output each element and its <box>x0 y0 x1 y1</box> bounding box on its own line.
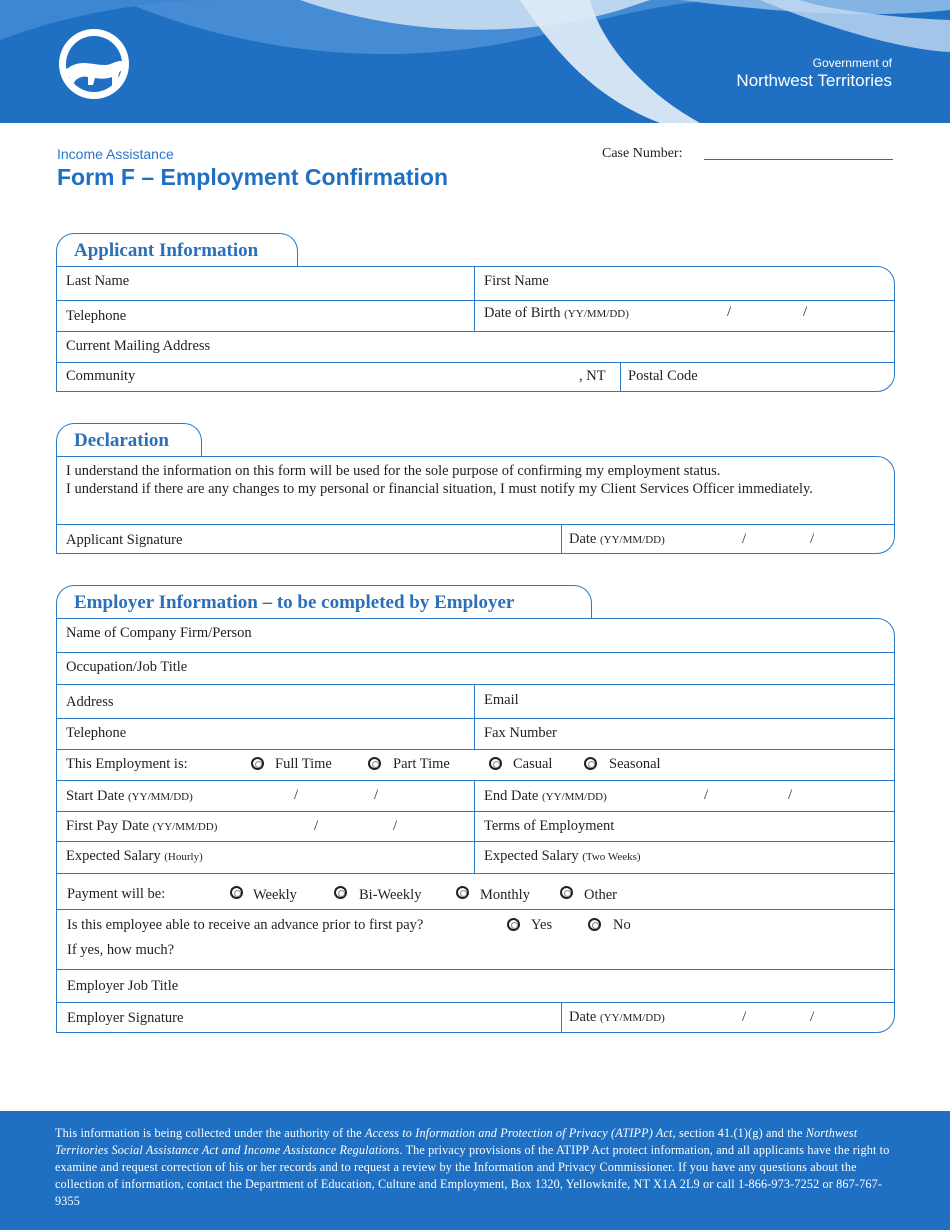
salary-hourly-label: Expected Salary <box>66 848 161 864</box>
privacy-regulations-name: Northwest Territories Social Assistance Act and Income Assistance Regulations <box>55 1126 858 1157</box>
employer-signature-label: Employer Signature <box>67 1010 184 1026</box>
address-row <box>57 684 894 718</box>
end-date-format: (YY/MM/DD) <box>541 791 607 803</box>
payment-frequency-group <box>57 874 894 909</box>
employer-email-label: Email <box>484 692 519 708</box>
employer-date-field[interactable] <box>561 1003 894 1033</box>
end-date-slash-2: / <box>788 787 793 803</box>
dob-field[interactable] <box>474 301 894 331</box>
declaration-text-row <box>57 457 894 524</box>
privacy-text-1: This information is being collected under the authority of the <box>55 1126 365 1140</box>
option-other: Other <box>584 887 618 903</box>
start-date-slash-1: / <box>294 787 299 803</box>
start-date-label: Start Date <box>66 788 125 804</box>
start-date-field[interactable] <box>57 781 475 811</box>
nwt-polar-bear-logo <box>57 27 131 101</box>
option-part-time: Part Time <box>393 756 450 772</box>
first-pay-format: (YY/MM/DD) <box>152 821 218 833</box>
nt-suffix: , NT <box>579 368 606 384</box>
advance-amount-label: If yes, how much? <box>67 942 175 958</box>
salary-hourly-unit: (Hourly) <box>164 851 203 863</box>
declaration-line-2: I understand if there are any changes to my personal or financial situation, I must notify my Client Services Officer immediately. <box>66 481 813 497</box>
salary-two-weeks-unit: (Two Weeks) <box>582 851 641 863</box>
first-pay-label: First Pay Date <box>66 818 149 834</box>
salary-two-weeks-field[interactable] <box>474 842 894 873</box>
dob-format: (YY/MM/DD) <box>564 308 629 320</box>
postal-code-label: Postal Code <box>628 368 698 384</box>
radio-full-time[interactable] <box>251 757 264 770</box>
dob-label: Date of Birth <box>484 305 561 321</box>
first-pay-slash-1: / <box>314 818 319 834</box>
declaration-section-tab <box>56 423 202 457</box>
first-name-label: First Name <box>484 273 549 289</box>
dob-slash-1: / <box>727 304 732 320</box>
first-pay-slash-2: / <box>393 818 398 834</box>
applicant-row-community <box>57 362 894 392</box>
employer-section-tab <box>56 585 592 619</box>
declaration-signature-row <box>57 524 894 554</box>
employment-type-group <box>57 750 894 780</box>
community-label: Community <box>66 368 136 384</box>
employer-fax-field[interactable] <box>474 719 894 749</box>
declaration-box <box>56 456 895 554</box>
employer-date-label: Date <box>569 1009 597 1025</box>
radio-monthly[interactable] <box>456 886 469 899</box>
community-field[interactable] <box>57 363 621 392</box>
employer-telephone-field[interactable] <box>57 719 475 749</box>
option-seasonal: Seasonal <box>609 756 661 772</box>
form-kind: Income Assistance <box>57 146 174 162</box>
employer-telephone-label: Telephone <box>66 725 127 741</box>
terms-label: Terms of Employment <box>484 818 615 834</box>
employer-address-label: Address <box>66 694 114 710</box>
dates-row <box>57 780 894 811</box>
employment-type-label: This Employment is: <box>66 756 188 772</box>
gov-line-1: Government of <box>812 56 892 70</box>
advance-question: Is this employee able to receive an advance prior to first pay? <box>67 917 424 933</box>
first-pay-row <box>57 811 894 841</box>
applicant-section-title: Applicant Information <box>74 240 259 261</box>
employer-signature-field[interactable] <box>57 1003 562 1033</box>
privacy-text-2: , section 41.(1)(g) and the <box>672 1126 806 1140</box>
applicant-row-phone <box>57 300 894 331</box>
employment-type-row <box>57 749 894 780</box>
company-name-label: Name of Company Firm/Person <box>66 625 252 641</box>
applicant-row-mailing <box>57 331 894 362</box>
radio-advance-no[interactable] <box>588 918 601 931</box>
start-date-format: (YY/MM/DD) <box>128 791 193 803</box>
applicant-telephone-field[interactable] <box>57 301 475 331</box>
end-date-field[interactable] <box>474 781 894 811</box>
salary-row <box>57 841 894 873</box>
declaration-line-1: I understand the information on this form will be used for the sole purpose of confirming my employment status. <box>66 463 721 479</box>
applicant-signature-label: Applicant Signature <box>66 532 183 548</box>
payment-frequency-label: Payment will be: <box>67 886 166 902</box>
applicant-date-slash-2: / <box>810 531 815 547</box>
case-number-label: Case Number: <box>602 146 683 161</box>
company-name-field[interactable] <box>57 619 894 652</box>
radio-weekly[interactable] <box>230 886 243 899</box>
occupation-field[interactable] <box>57 653 894 684</box>
last-name-field[interactable] <box>57 267 475 300</box>
first-pay-field[interactable] <box>57 812 475 841</box>
mailing-address-label: Current Mailing Address <box>66 338 211 354</box>
applicant-date-field[interactable] <box>561 525 894 554</box>
option-advance-no: No <box>613 917 631 933</box>
employer-date-slash-1: / <box>742 1009 747 1025</box>
dob-slash-2: / <box>803 304 808 320</box>
employer-fax-label: Fax Number <box>484 725 557 741</box>
radio-advance-yes[interactable] <box>507 918 520 931</box>
employer-box <box>56 618 895 1033</box>
advance-group <box>57 910 894 969</box>
declaration-text <box>57 457 894 498</box>
declaration-section-title: Declaration <box>74 430 169 451</box>
privacy-text-3: . The privacy provisions of the ATIPP Act protect information, and all applicants have the right to examine and request correction of his or her records and to request a review by the Information and Privacy Commissioner. If you have any questions about the collection of information, contact the Department of Education, Culture and Employment, Box 1320, Yellowknife, NT X1A 2L9 or call 1-866-973-7252 or 867-767-9355 <box>55 1143 890 1208</box>
end-date-slash-1: / <box>704 787 709 803</box>
applicant-signature-field[interactable] <box>57 525 562 554</box>
applicant-section-tab <box>56 233 298 267</box>
employer-signature-row <box>57 1002 894 1033</box>
occupation-label: Occupation/Job Title <box>66 659 188 675</box>
applicant-date-format: (YY/MM/DD) <box>600 534 665 546</box>
radio-casual[interactable] <box>489 757 502 770</box>
option-bi-weekly: Bi-Weekly <box>359 887 422 903</box>
job-title-row <box>57 969 894 1002</box>
employer-date-format: (YY/MM/DD) <box>600 1012 665 1024</box>
header-banner <box>0 0 950 123</box>
privacy-act-name: Access to Information and Protection of Privacy (ATIPP) Act <box>365 1126 673 1140</box>
radio-other[interactable] <box>560 886 573 899</box>
option-weekly: Weekly <box>253 887 297 903</box>
employer-address-field[interactable] <box>57 685 475 718</box>
employer-date-slash-2: / <box>810 1009 815 1025</box>
salary-hourly-field[interactable] <box>57 842 475 873</box>
employer-job-title-field[interactable] <box>57 970 894 1002</box>
employer-job-title-label: Employer Job Title <box>67 978 179 994</box>
privacy-notice <box>55 1125 895 1210</box>
company-row <box>57 619 894 652</box>
form-title: Form F – Employment Confirmation <box>57 164 449 190</box>
applicant-box <box>56 266 895 392</box>
end-date-label: End Date <box>484 788 539 804</box>
last-name-label: Last Name <box>66 273 130 289</box>
employer-email-field[interactable] <box>474 685 894 718</box>
applicant-telephone-label: Telephone <box>66 308 127 324</box>
option-advance-yes: Yes <box>531 917 553 933</box>
radio-part-time[interactable] <box>368 757 381 770</box>
advance-row <box>57 909 894 969</box>
applicant-row-names <box>57 267 894 300</box>
gov-line-2: Northwest Territories <box>736 71 892 90</box>
applicant-date-slash-1: / <box>742 531 747 547</box>
applicant-date-label: Date <box>569 531 597 547</box>
postal-code-field[interactable] <box>620 363 894 392</box>
option-casual: Casual <box>513 756 553 772</box>
case-number-field[interactable] <box>704 159 893 160</box>
employer-section-title: Employer Information – to be completed by Employer <box>74 592 515 613</box>
start-date-slash-2: / <box>374 787 379 803</box>
privacy-footer <box>0 1111 950 1230</box>
employer-phone-row <box>57 718 894 749</box>
mailing-address-field[interactable] <box>57 332 894 362</box>
option-monthly: Monthly <box>480 887 530 903</box>
salary-two-weeks-label: Expected Salary <box>484 848 579 864</box>
terms-field[interactable] <box>474 812 894 841</box>
advance-amount-field[interactable] <box>67 942 894 959</box>
payment-row <box>57 873 894 909</box>
first-name-field[interactable] <box>474 267 894 300</box>
occupation-row <box>57 652 894 684</box>
radio-bi-weekly[interactable] <box>334 886 347 899</box>
radio-seasonal[interactable] <box>584 757 597 770</box>
option-full-time: Full Time <box>275 756 332 772</box>
